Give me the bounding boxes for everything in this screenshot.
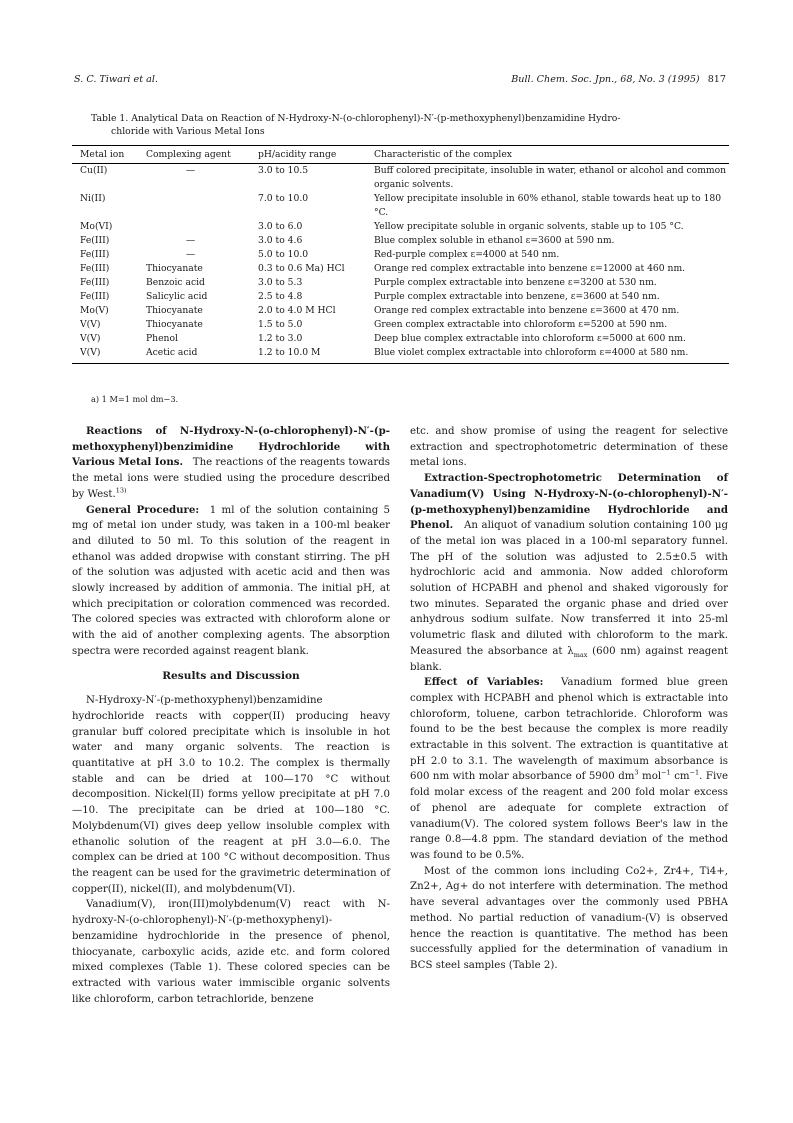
table-caption-line1: Table 1. Analytical Data on Reaction of N-Hydroxy-N-(o-chlorophenyl)-N′-(p-methoxyphenyl)benzamidine Hydro- <box>91 113 621 124</box>
cell-ph-range: 3.0 to 6.0 <box>258 221 303 232</box>
cell-complexing-agent: — <box>186 235 196 246</box>
cell-characteristic: Blue violet complex extractable into chloroform ε=4000 at 580 nm. <box>366 346 729 364</box>
cell-characteristic: Buff colored precipitate, insoluble in water, ethanol or alcohol and common organic solvents. <box>374 165 727 190</box>
header-authors: S. C. Tiwari et al. <box>74 74 158 85</box>
cell-complexing-agent <box>138 220 250 234</box>
paragraph-continued: etc. and show promise of using the reagent for selective extraction and spectrophotometric determination of these metal ions. <box>410 426 728 469</box>
cell-ph-range: 0.3 to 0.6 Ma) HCl <box>258 263 345 274</box>
cell-characteristic: Yellow precipitate soluble in organic solvents, stable up to 105 °C. <box>374 221 684 232</box>
table-row <box>72 318 729 332</box>
left-column <box>72 424 390 1007</box>
table-row <box>72 234 729 248</box>
cell-complexing-agent: — <box>186 249 196 260</box>
cell-characteristic: Orange red complex extractable into benzene ε=3600 at 470 nm. <box>374 305 680 316</box>
table-row <box>72 220 729 234</box>
table-caption <box>91 112 723 138</box>
col-header-ph: pH/acidity range <box>250 146 366 164</box>
analytical-data-table <box>72 145 729 364</box>
cell-metal-ion: Fe(III) <box>80 291 110 302</box>
paragraph-effect-of-variables: Effect of Variables: Vanadium formed blue green complex with HCPABH and phenol which is extractable into chloroform, toluene, carbon tetrachloride. Chloroform was found to be the best because the complex is more readily extractable in this solvent. The extraction is quantitative at pH 2.0 to 3.1. The wavelength of maximum absorbance is 600 nm with molar absorbance of 5900 $dm^3$ mol$^{-1}$ $cm^{-1}$. Five fold molar excess of the reagent and 200 fold molar excess of phenol are adequate for complete extraction of vanadium(V). The colored system follows Beer's law in the range 0.8—4.8 ppm. The standard deviation of the method was found to be 0.5%. <box>410 676 728 861</box>
cell-characteristic: Orange red complex extractable into benzene ε=12000 at 460 nm. <box>374 263 686 274</box>
cell-characteristic: Green complex extractable into chloroform ε=5200 at 590 nm. <box>374 319 668 330</box>
cell-characteristic: Purple complex extractable into benzene ε=3200 at 530 nm. <box>374 277 657 288</box>
cell-ph-range: 2.0 to 4.0 M HCl <box>258 305 336 316</box>
cell-ph-range: 2.5 to 4.8 <box>258 291 303 302</box>
col-header-agent: Complexing agent <box>138 146 250 164</box>
cell-complexing-agent: Thiocyanate <box>146 305 203 316</box>
table-row <box>72 164 729 193</box>
cell-ph-range: 1.2 to 10.0 M <box>250 346 366 364</box>
table-row <box>72 332 729 346</box>
reactions-heading: Reactions of N-Hydroxy-N-(o-chlorophenyl)-N′-(p-methoxyphenyl)benzimidine Hydrochloride with Various Metal Ions. <box>72 425 390 469</box>
table-row <box>72 290 729 304</box>
cell-ph-range: 5.0 to 10.0 <box>258 249 309 260</box>
cell-complexing-agent: Thiocyanate <box>146 263 203 274</box>
table-header-row <box>72 146 729 164</box>
effect-of-variables-heading: Effect of Variables: <box>424 676 544 689</box>
page-number: 817 <box>707 74 726 85</box>
paragraph-extraction: Extraction-Spectrophotometric Determination of Vanadium(V) Using N-Hydroxy-N-(o-chlorophenyl)-N′-(p-methoxyphenyl)benzamidine Hydrochloride and Phenol. An aliquot of vanadium solution containing 100 μg of the metal ion was placed in a 100-ml separatory funnel. The pH of the solution was adjusted to 2.5±0.5 with hydrochloric acid and ammonia. Now added chloroform solution of HCPABH and phenol and shaked vigorously for two minutes. Separated the organic phase and dried over anhydrous sodium sulfate. Now transferred it into 25-ml volumetric flask and diluted with chloroform to the mark. Measured the absorbance at $\lambda_{max}$ (600 nm) against reagent blank. <box>410 472 728 673</box>
cell-characteristic: Purple complex extractable into benzene, ε=3600 at 540 nm. <box>374 291 660 302</box>
cell-ph-range: 1.2 to 3.0 <box>258 333 303 344</box>
general-procedure-heading: General Procedure: <box>86 503 200 516</box>
paragraph-results-2: Vanadium(V), iron(III)molybdenum(V) react with N-hydroxy-N-(o-chlorophenyl)-N′-(p-methoxyphenyl)-benzamidine hydrochloride in the presence of phenol, thiocyanate, carboxylic acids, azide etc. and form colored mixed complexes (Table 1). These colored species can be extracted with various water immiscible organic solvents like chloroform, carbon tetrachloride, benzene <box>72 899 390 1005</box>
cell-metal-ion: Fe(III) <box>80 249 110 260</box>
cell-metal-ion: Mo(V) <box>80 305 109 316</box>
cell-characteristic: Yellow precipitate insoluble in 60% ethanol, stable towards heat up to 180 °C. <box>374 193 722 218</box>
cell-metal-ion: Mo(VI) <box>80 221 113 232</box>
table-row <box>72 304 729 318</box>
cell-complexing-agent: Phenol <box>146 333 178 344</box>
cell-complexing-agent: Salicylic acid <box>146 291 208 302</box>
cell-ph-range: 3.0 to 10.5 <box>258 165 309 176</box>
table-row <box>72 276 729 290</box>
table-footnote: a) 1 M=1 mol dm−3. <box>91 394 179 404</box>
table-row <box>72 192 729 220</box>
extraction-heading: Extraction-Spectrophotometric Determination of Vanadium(V) Using N-Hydroxy-N-(o-chlorophenyl)-N′-(p-methoxyphenyl)benzamidine Hydrochloride and Phenol. <box>410 472 728 532</box>
cell-metal-ion: Cu(II) <box>80 165 108 176</box>
cell-ph-range: 3.0 to 5.3 <box>258 277 303 288</box>
cell-complexing-agent: Thiocyanate <box>146 319 203 330</box>
cell-metal-ion: Fe(III) <box>80 263 110 274</box>
cell-metal-ion: V(V) <box>72 346 138 364</box>
cell-characteristic: Blue complex soluble in ethanol ε=3600 at 590 nm. <box>374 235 615 246</box>
cell-metal-ion: V(V) <box>80 333 101 344</box>
cell-characteristic: Deep blue complex extractable into chloroform ε=5000 at 600 nm. <box>374 333 686 344</box>
table-row <box>72 248 729 262</box>
cell-complexing-agent: Acetic acid <box>138 346 250 364</box>
right-column <box>410 424 728 974</box>
cell-ph-range: 7.0 to 10.0 <box>258 193 309 204</box>
table-row <box>72 346 729 364</box>
paragraph-interference: Most of the common ions including Co2+, Zr4+, Ti4+, Zn2+, Ag+ do not interfere with determination. The method have several advantages over the commonly used PBHA method. No partial reduction of vanadium-(V) is observed hence the reaction is quantitative. The method has been successfully applied for the determination of vanadium in BCS steel samples (Table 2). <box>410 865 728 971</box>
col-header-characteristic: Characteristic of the complex <box>366 146 729 164</box>
table-row <box>72 262 729 276</box>
cell-complexing-agent <box>138 192 250 220</box>
cell-metal-ion: V(V) <box>80 319 101 330</box>
cell-characteristic: Red-purple complex ε=4000 at 540 nm. <box>374 249 560 260</box>
header-journal: Bull. Chem. Soc. Jpn., 68, No. 3 (1995) 817 <box>511 74 726 85</box>
cell-ph-range: 1.5 to 5.0 <box>258 319 303 330</box>
paragraph-results-1: N-Hydroxy-N′-(p-methoxyphenyl)benzamidine hydrochloride reacts with copper(II) producing heavy granular buff colored precipitate which is insoluble in hot water and many organic solvents. The reaction is quantitative at pH 3.0 to 10.2. The complex is thermally stable and can be dried at 100—170 °C without decomposition. Nickel(II) forms yellow precipitate at pH 7.0—10. The precipitate can be dried at 100—180 °C. Molybdenum(VI) gives deep yellow insoluble complex with ethanolic solution of the reagent at pH 3.0—6.0. The complex can be dried at 100 °C without decomposition. Thus the reagent can be used for the gravimetric determination of copper(II), nickel(II), and molybdenum(VI). <box>72 695 390 895</box>
reference-marker: 13) <box>115 486 127 495</box>
cell-metal-ion: Ni(II) <box>80 193 106 204</box>
cell-metal-ion: Fe(III) <box>80 235 110 246</box>
col-header-metal: Metal ion <box>72 146 138 164</box>
paragraph-general-procedure: General Procedure: 1 ml of the solution containing 5 mg of metal ion under study, was taken in a 100-ml beaker and diluted to 50 ml. To this solution of the reagent in ethanol was added dropwise with constant stirring. The pH of the solution was adjusted with acetic acid and then was slowly increased by addition of ammonia. The initial pH, at which precipitation or coloration commenced was recorded. The colored species was extracted with chloroform alone or with the aid of another complexing agents. The absorption spectra were recorded against reagent blank. <box>72 503 391 657</box>
cell-complexing-agent: — <box>186 165 196 176</box>
paragraph-reactions: Reactions of N-Hydroxy-N-(o-chlorophenyl)-N′-(p-methoxyphenyl)benzimidine Hydrochloride with Various Metal Ions. The reactions of the reagents towards the metal ions were studied using the procedure described by West.$^{13)}$ <box>72 425 390 500</box>
cell-metal-ion: Fe(III) <box>80 277 110 288</box>
cell-complexing-agent: Benzoic acid <box>146 277 205 288</box>
section-heading-results: Results and Discussion <box>162 669 300 682</box>
cell-ph-range: 3.0 to 4.6 <box>258 235 303 246</box>
table-caption-line2: chloride with Various Metal Ions <box>111 126 265 137</box>
